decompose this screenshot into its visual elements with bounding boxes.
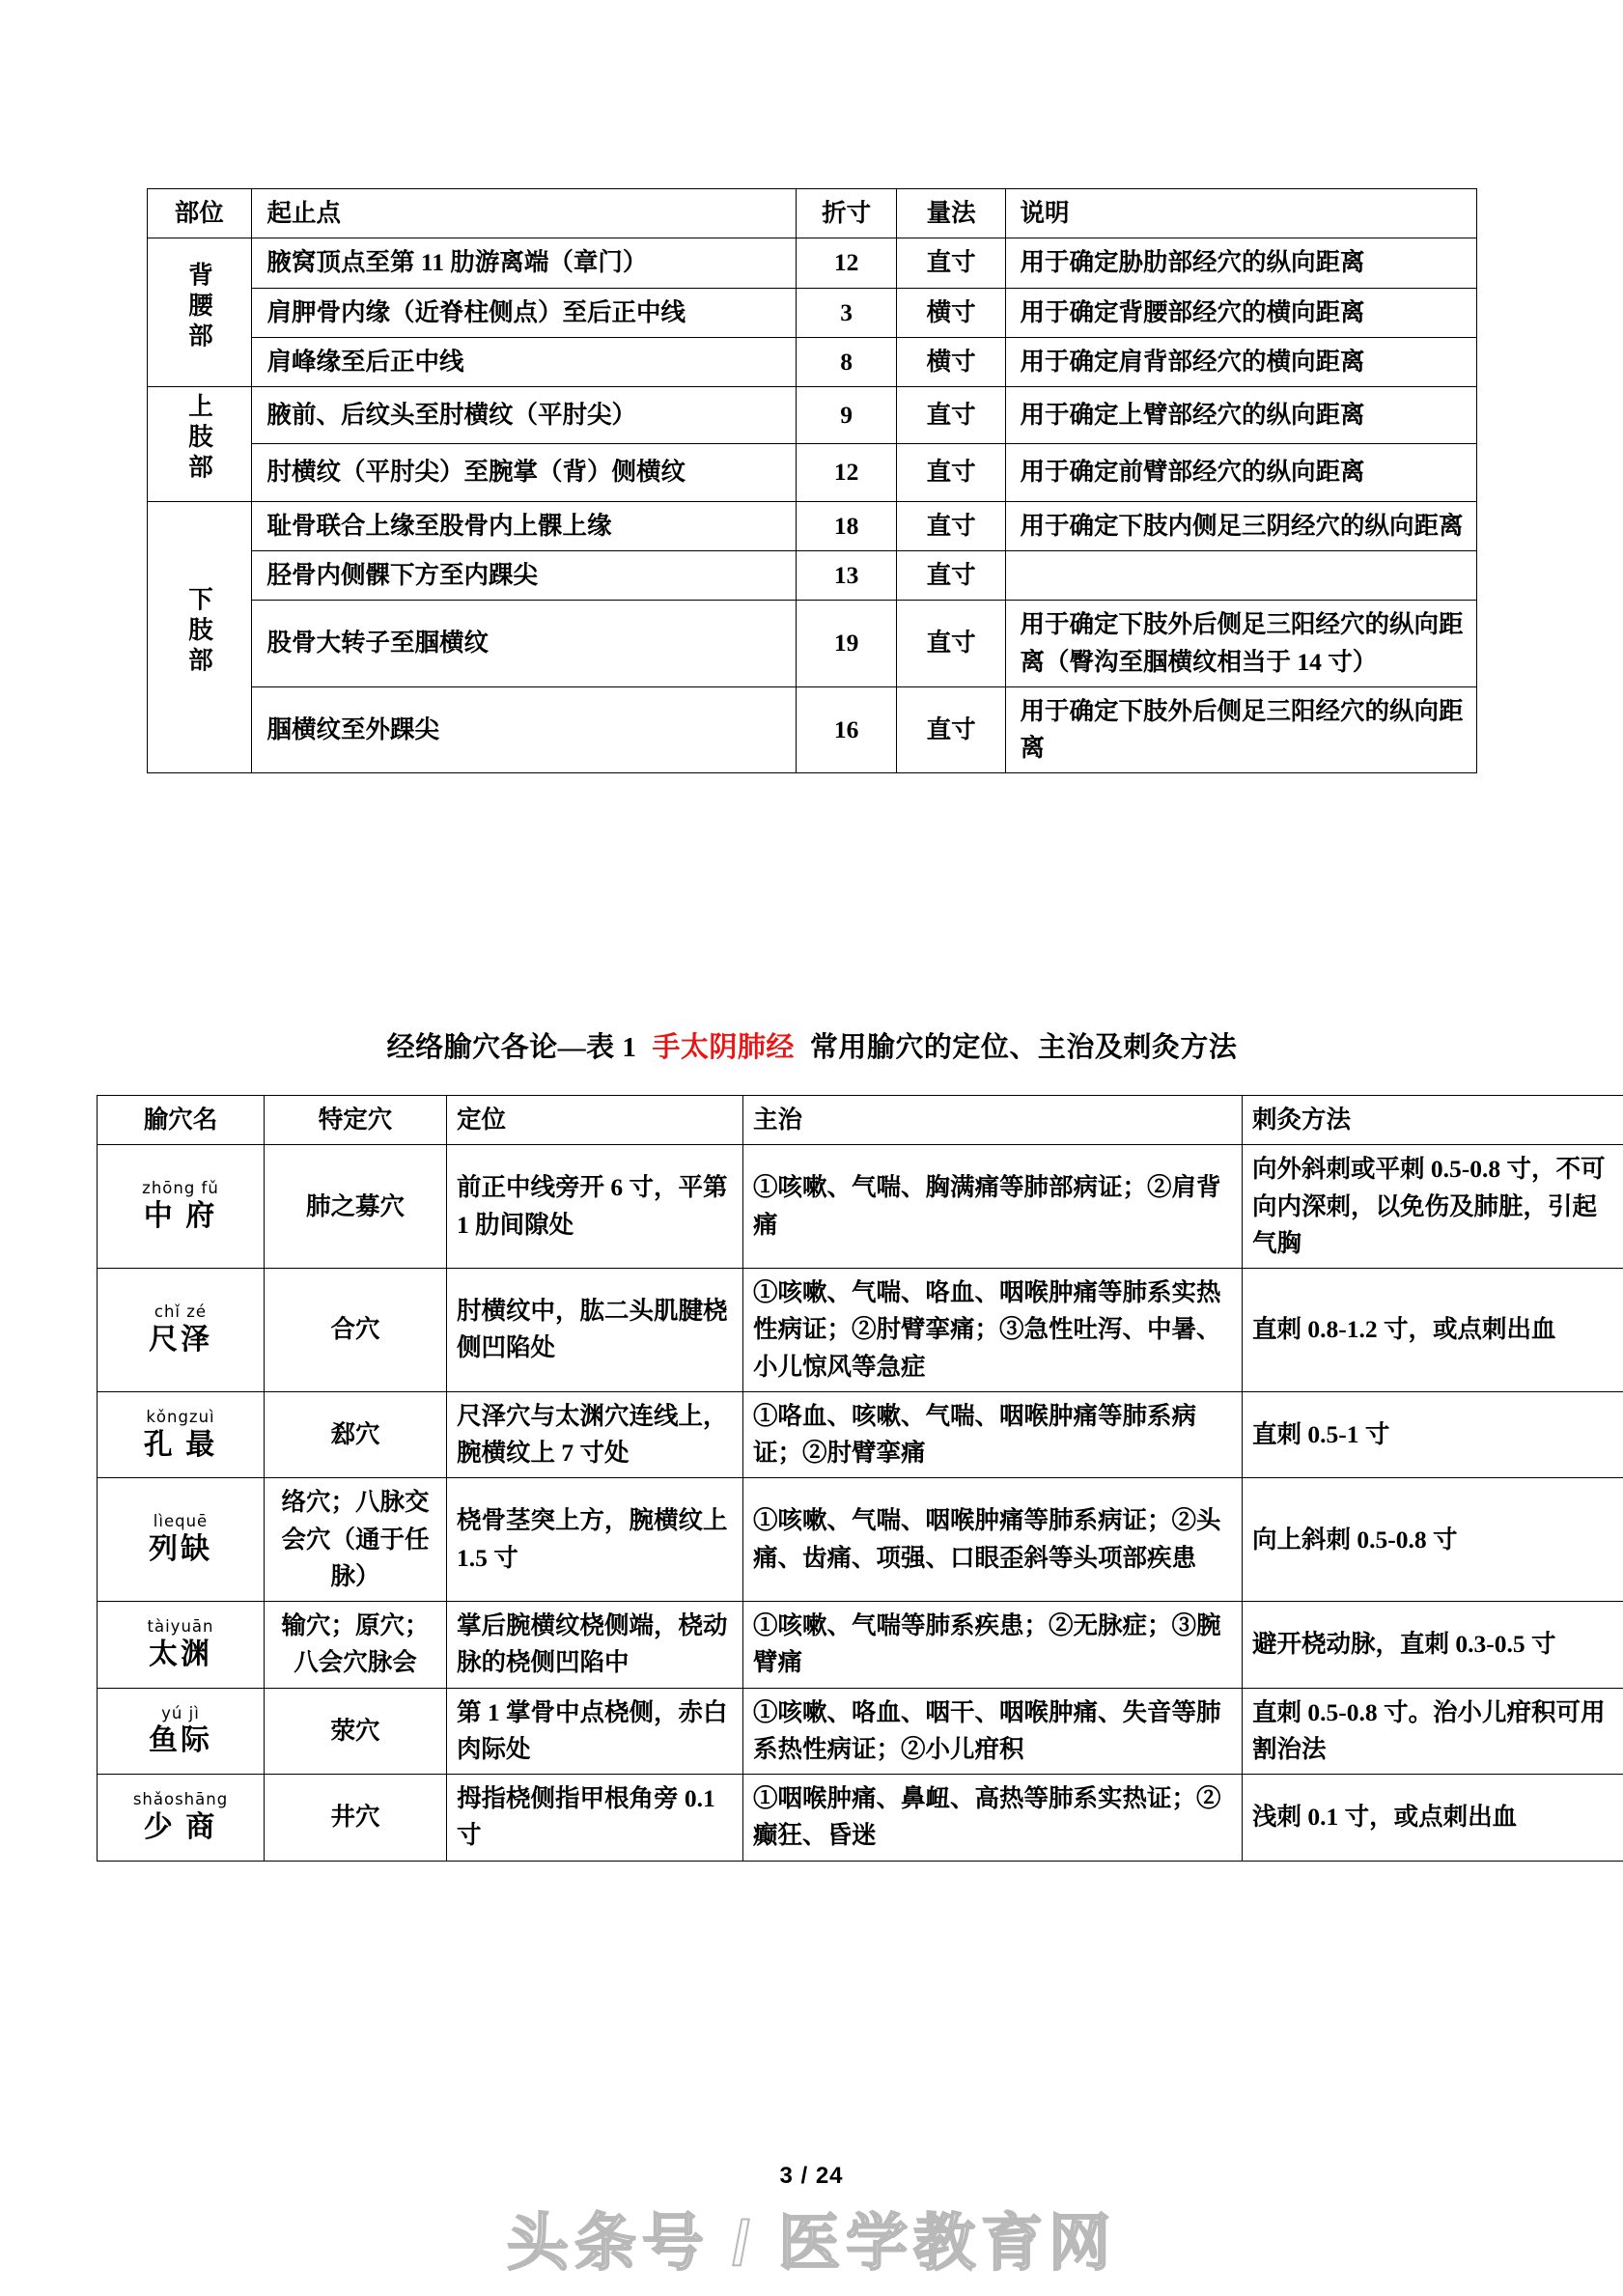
bone-measurement-table-wrapper xyxy=(147,188,1477,773)
header-indication: 主治 xyxy=(743,1096,1243,1145)
header-needling: 刺灸方法 xyxy=(1243,1096,1623,1145)
note-cell: 用于确定胁肋部经穴的纵向距离 xyxy=(1006,238,1477,288)
section-title xyxy=(147,1025,1477,1065)
location-cell: 尺泽穴与太渊穴连线上，腕横纹上 7 寸处 xyxy=(447,1391,743,1478)
header-note: 说明 xyxy=(1006,189,1477,238)
range-cell: 腋窝顶点至第 11 肋游离端（章门） xyxy=(251,238,797,288)
watermark: 头条号 / 医学教育网 xyxy=(506,2208,1117,2278)
acupoint-name-cell xyxy=(98,1688,265,1775)
indication-cell: ①咳嗽、气喘、咯血、咽喉肿痛等肺系实热性病证；②肘臂挛痛；③急性吐泻、中暑、小儿惊风等急症 xyxy=(743,1269,1243,1392)
acupoint-hanzi: 太渊 xyxy=(149,1638,212,1670)
table-row xyxy=(148,337,1477,386)
cun-cell: 8 xyxy=(797,337,897,386)
method-cell: 横寸 xyxy=(896,288,1006,337)
range-cell: 腘横纹至外踝尖 xyxy=(251,686,797,773)
table-row xyxy=(148,444,1477,501)
specific-point-cell: 输穴；原穴；八会穴脉会 xyxy=(265,1602,447,1689)
acupoint-name-cell xyxy=(98,1478,265,1602)
cun-cell: 16 xyxy=(797,686,897,773)
needling-cell: 向外斜刺或平刺 0.5-0.8 寸，不可向内深刺，以免伤及肺脏，引起气胸 xyxy=(1243,1145,1623,1269)
bone-measurement-table xyxy=(147,188,1477,773)
specific-point-cell: 络穴；八脉交会穴（通于任脉） xyxy=(265,1478,447,1602)
indication-cell: ①咳嗽、气喘、胸满痛等肺部病证；②肩背痛 xyxy=(743,1145,1243,1269)
acupoint-hanzi: 少 商 xyxy=(143,1810,218,1843)
acupoint-name-cell xyxy=(98,1391,265,1478)
table-row xyxy=(148,601,1477,687)
acupoint-pinyin: chǐ zé xyxy=(154,1302,208,1322)
specific-point-cell: 合穴 xyxy=(265,1269,447,1392)
cun-cell: 9 xyxy=(797,387,897,444)
range-cell: 肩胛骨内缘（近脊柱侧点）至后正中线 xyxy=(251,288,797,337)
header-cun: 折寸 xyxy=(797,189,897,238)
acupoint-name-cell xyxy=(98,1269,265,1392)
cun-cell: 12 xyxy=(797,238,897,288)
needling-cell: 直刺 0.5-1 寸 xyxy=(1243,1391,1623,1478)
cun-cell: 3 xyxy=(797,288,897,337)
needling-cell: 浅刺 0.1 寸，或点刺出血 xyxy=(1243,1775,1623,1862)
acupoint-hanzi: 中 府 xyxy=(143,1200,218,1233)
location-cell: 拇指桡侧指甲根角旁 0.1 寸 xyxy=(447,1775,743,1862)
part-cell-upper-limb xyxy=(148,387,252,502)
note-cell xyxy=(1006,551,1477,601)
range-cell: 肘横纹（平肘尖）至腕掌（背）侧横纹 xyxy=(251,444,797,501)
part-label: 下肢部 xyxy=(185,586,214,678)
indication-cell: ①咳嗽、咯血、咽干、咽喉肿痛、失音等肺系热性病证；②小儿疳积 xyxy=(743,1688,1243,1775)
table-row xyxy=(98,1391,1623,1478)
table-row xyxy=(98,1775,1623,1862)
table-row xyxy=(98,1145,1623,1269)
range-cell: 肩峰缘至后正中线 xyxy=(251,337,797,386)
location-cell: 掌后腕横纹桡侧端，桡动脉的桡侧凹陷中 xyxy=(447,1602,743,1689)
part-label: 上肢部 xyxy=(185,393,214,485)
method-cell: 直寸 xyxy=(896,387,1006,444)
page-number: 3 / 24 xyxy=(779,2163,844,2189)
part-cell-back-waist xyxy=(148,238,252,387)
acupoint-hanzi: 鱼际 xyxy=(149,1724,212,1757)
lung-meridian-table xyxy=(97,1095,1623,1862)
acupoint-name-cell xyxy=(98,1775,265,1862)
note-cell: 用于确定上臂部经穴的纵向距离 xyxy=(1006,387,1477,444)
note-cell: 用于确定肩背部经穴的横向距离 xyxy=(1006,337,1477,386)
acupoint-hanzi: 列缺 xyxy=(149,1533,212,1566)
range-cell: 股骨大转子至腘横纹 xyxy=(251,601,797,687)
method-cell: 直寸 xyxy=(896,601,1006,687)
indication-cell: ①咳嗽、气喘、咽喉肿痛等肺系病证；②头痛、齿痛、项强、口眼歪斜等头项部疾患 xyxy=(743,1478,1243,1602)
header-part: 部位 xyxy=(148,189,252,238)
method-cell: 直寸 xyxy=(896,501,1006,550)
acupoint-pinyin: zhōng fǔ xyxy=(142,1179,219,1198)
part-label: 背腰部 xyxy=(185,261,214,353)
table-row xyxy=(148,501,1477,550)
header-location: 定位 xyxy=(447,1096,743,1145)
indication-cell: ①咳嗽、气喘等肺系疾患；②无脉症；③腕臂痛 xyxy=(743,1602,1243,1689)
table-header-row xyxy=(148,189,1477,238)
cun-cell: 19 xyxy=(797,601,897,687)
table-row xyxy=(98,1269,1623,1392)
indication-cell: ①咽喉肿痛、鼻衄、高热等肺系实热证；②癫狂、昏迷 xyxy=(743,1775,1243,1862)
needling-cell: 直刺 0.5-0.8 寸。治小儿疳积可用割治法 xyxy=(1243,1688,1623,1775)
acupoint-pinyin: lìequē xyxy=(153,1512,209,1531)
note-cell: 用于确定前臂部经穴的纵向距离 xyxy=(1006,444,1477,501)
cun-cell: 18 xyxy=(797,501,897,550)
table-row xyxy=(98,1478,1623,1602)
note-cell: 用于确定背腰部经穴的横向距离 xyxy=(1006,288,1477,337)
table-row xyxy=(148,288,1477,337)
acupoint-hanzi: 尺泽 xyxy=(149,1324,212,1357)
method-cell: 直寸 xyxy=(896,551,1006,601)
section-title-highlight: 手太阴肺经 xyxy=(652,1032,795,1063)
location-cell: 肘横纹中，肱二头肌腱桡侧凹陷处 xyxy=(447,1269,743,1392)
method-cell: 直寸 xyxy=(896,686,1006,773)
note-cell: 用于确定下肢外后侧足三阳经穴的纵向距离 xyxy=(1006,686,1477,773)
header-acupoint-name: 腧穴名 xyxy=(98,1096,265,1145)
range-cell: 耻骨联合上缘至股骨内上髁上缘 xyxy=(251,501,797,550)
header-range: 起止点 xyxy=(251,189,797,238)
header-specific-point: 特定穴 xyxy=(265,1096,447,1145)
acupoint-name-cell xyxy=(98,1145,265,1269)
method-cell: 直寸 xyxy=(896,238,1006,288)
range-cell: 腋前、后纹头至肘横纹（平肘尖） xyxy=(251,387,797,444)
section-title-prefix: 经络腧穴各论—表 1 xyxy=(386,1032,637,1063)
needling-cell: 避开桡动脉，直刺 0.3-0.5 寸 xyxy=(1243,1602,1623,1689)
range-cell: 胫骨内侧髁下方至内踝尖 xyxy=(251,551,797,601)
note-cell: 用于确定下肢外后侧足三阳经穴的纵向距离（臀沟至腘横纹相当于 14 寸） xyxy=(1006,601,1477,687)
part-cell-lower-limb xyxy=(148,501,252,773)
table-row xyxy=(98,1602,1623,1689)
header-method: 量法 xyxy=(896,189,1006,238)
location-cell: 前正中线旁开 6 寸，平第 1 肋间隙处 xyxy=(447,1145,743,1269)
lung-meridian-table-wrapper xyxy=(97,1095,1606,1862)
table-row xyxy=(148,551,1477,601)
needling-cell: 向上斜刺 0.5-0.8 寸 xyxy=(1243,1478,1623,1602)
note-cell: 用于确定下肢内侧足三阴经穴的纵向距离 xyxy=(1006,501,1477,550)
table-row xyxy=(148,238,1477,288)
specific-point-cell: 荥穴 xyxy=(265,1688,447,1775)
cun-cell: 12 xyxy=(797,444,897,501)
acupoint-name-cell xyxy=(98,1602,265,1689)
needling-cell: 直刺 0.8-1.2 寸，或点刺出血 xyxy=(1243,1269,1623,1392)
specific-point-cell: 井穴 xyxy=(265,1775,447,1862)
method-cell: 直寸 xyxy=(896,444,1006,501)
table-row xyxy=(98,1688,1623,1775)
cun-cell: 13 xyxy=(797,551,897,601)
indication-cell: ①咯血、咳嗽、气喘、咽喉肿痛等肺系病证；②肘臂挛痛 xyxy=(743,1391,1243,1478)
acupoint-pinyin: tàiyuān xyxy=(147,1617,214,1637)
location-cell: 第 1 掌骨中点桡侧，赤白肉际处 xyxy=(447,1688,743,1775)
method-cell: 横寸 xyxy=(896,337,1006,386)
specific-point-cell: 肺之募穴 xyxy=(265,1145,447,1269)
specific-point-cell: 郄穴 xyxy=(265,1391,447,1478)
acupoint-pinyin: shǎoshāng xyxy=(132,1790,229,1809)
acupoint-pinyin: yú jì xyxy=(161,1703,200,1722)
table-header-row xyxy=(98,1096,1623,1145)
acupoint-pinyin: kǒngzuì xyxy=(146,1407,215,1426)
location-cell: 桡骨茎突上方，腕横纹上 1.5 寸 xyxy=(447,1478,743,1602)
table-row xyxy=(148,686,1477,773)
section-title-suffix: 常用腧穴的定位、主治及刺灸方法 xyxy=(809,1032,1238,1063)
table-row xyxy=(148,387,1477,444)
acupoint-hanzi: 孔 最 xyxy=(143,1428,218,1461)
